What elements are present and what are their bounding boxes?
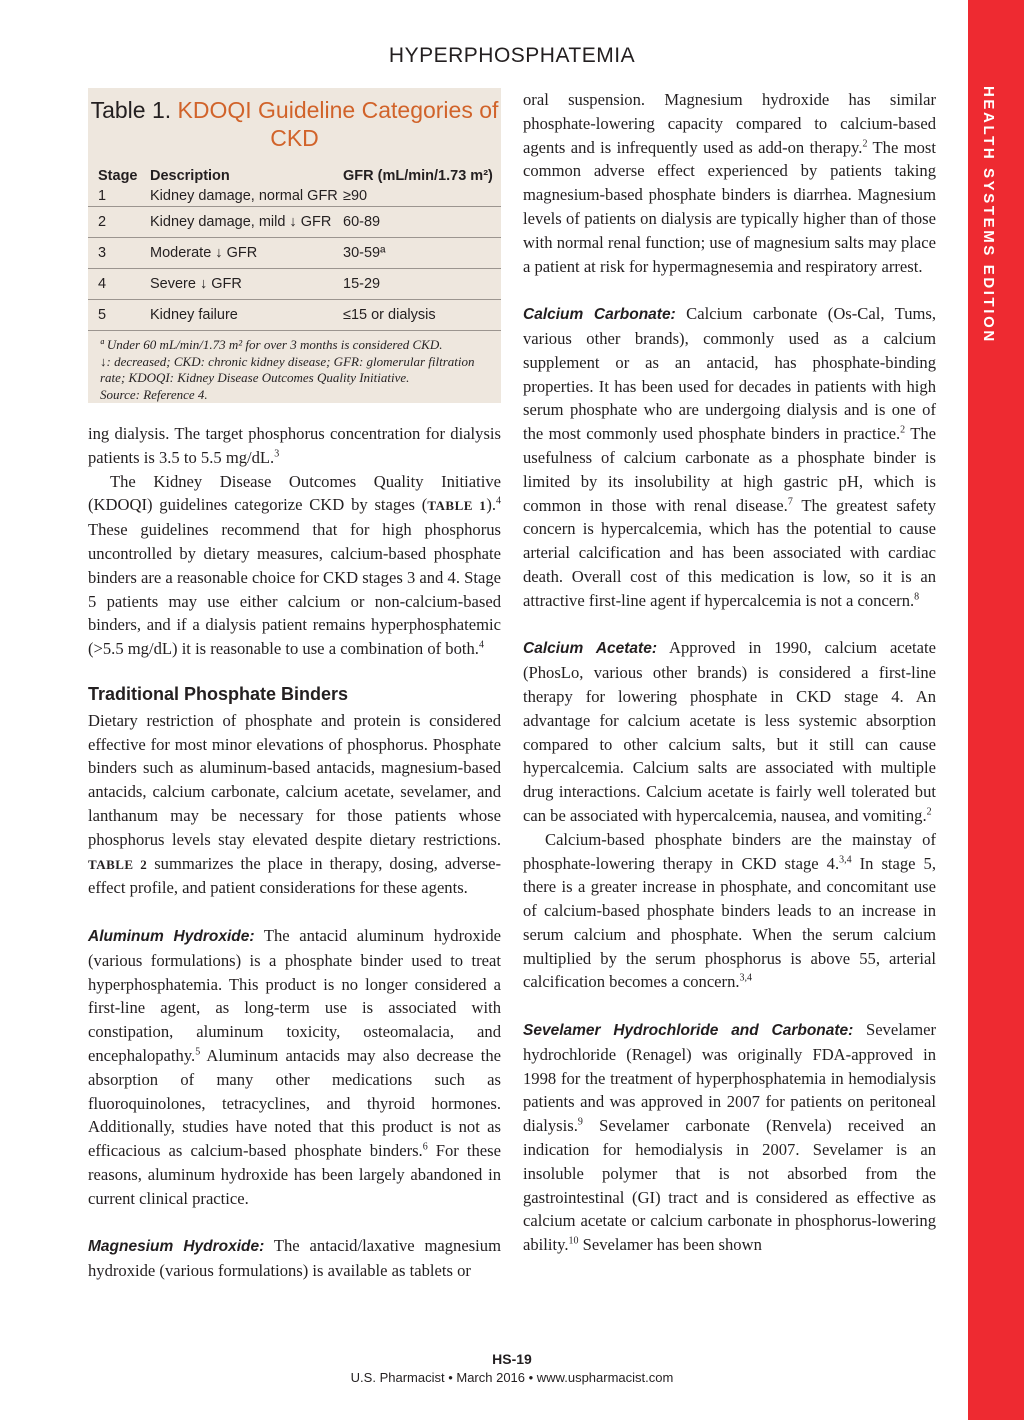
cell-description: Severe ↓ GFR xyxy=(150,276,242,292)
col-header-stage: Stage xyxy=(98,168,138,184)
subheading: Sevelamer Hydrochloride and Carbonate: xyxy=(523,1022,854,1040)
table-footnotes xyxy=(88,331,501,403)
table-row xyxy=(88,300,501,331)
col-header-gfr: GFR (mL/min/1.73 m²) xyxy=(343,168,493,184)
paragraph: Calcium-based phosphate binders are the mainstay of phosphate-lowering therapy in CKD stage 4.$^{3,4}$ In stage 5, there is a greater increase in phosphate, and concomitant use of calcium-based phosphate binders leads to an increase in serum calcium and phosphate. When the serum calcium multiplied by the serum phosphorus is above 55, arterial calcification becomes a concern.$^{3,4}$ xyxy=(523,829,936,992)
table-row xyxy=(88,238,501,269)
footnote-a: ª Under 60 mL/min/1.73 m² for over 3 months is considered CKD. xyxy=(100,337,443,352)
subheading: Magnesium Hydroxide: xyxy=(88,1238,265,1256)
right-column xyxy=(523,88,936,1257)
page-number: HS-19 xyxy=(492,1351,532,1367)
cell-description: Kidney damage, normal GFR xyxy=(150,188,338,204)
table-number: Table 1. xyxy=(90,97,178,123)
table-row xyxy=(88,269,501,300)
cell-stage: 5 xyxy=(98,307,107,323)
col-header-description: Description xyxy=(150,168,230,184)
subheading: Calcium Carbonate: xyxy=(523,306,676,324)
table-caption: KDOQI Guideline Categories of CKD xyxy=(177,97,499,151)
cell-stage: 4 xyxy=(98,276,107,292)
cell-gfr: ≤15 or dialysis xyxy=(343,307,436,323)
table-reference: TABLE 1 xyxy=(427,498,487,514)
table-1 xyxy=(88,88,501,403)
left-column xyxy=(88,422,501,1283)
side-tab-label: HEALTH SYSTEMS EDITION xyxy=(980,86,997,344)
running-head: HYPERPHOSPHATEMIA xyxy=(388,44,636,67)
cell-description: Kidney damage, mild ↓ GFR xyxy=(150,214,332,230)
cell-stage: 3 xyxy=(98,245,107,261)
table-body xyxy=(88,166,501,331)
paragraph-magnesium-hydroxide: Magnesium Hydroxide: The antacid/laxative magnesium hydroxide (various formulations) is available as tablets or xyxy=(88,1236,501,1281)
footer-citation: U.S. Pharmacist • March 2016 • www.uspharmacist.com xyxy=(350,1370,674,1385)
paragraph-sevelamer: Sevelamer Hydrochloride and Carbonate: Sevelamer hydrochloride (Renagel) was originally FDA-approved in 1998 for the treatment of hyperphosphatemia in hemodialysis patients and was approved in 2007 for patients on peritoneal dialysis.$^9$ Sevelamer carbonate (Renvela) received an indication for hemodialysis in 2007. Sevelamer is an insoluble polymer that is not absorbed from the gastrointestinal (GI) tract and is considered as effective as calcium acetate or calcium carbonate in phosphorus-lowering ability.$^{10}$ Sevelamer has been shown xyxy=(523,1020,936,1255)
cell-gfr: 15-29 xyxy=(343,276,381,292)
table-header-row xyxy=(88,166,501,186)
table-source: Source: Reference 4. xyxy=(100,386,208,402)
paragraph: The Kidney Disease Outcomes Quality Initiative (KDOQI) guidelines categorize CKD by stages (TABLE 1).$^4$ These guidelines recommend that for high phosphorus uncontrolled by dietary measures, calcium-based phosphate binders are a reasonable choice for CKD stages 3 and 4. Stage 5 patients may use either calcium or non-calcium-based binders, and if a dialysis patient remains hyperphosphatemic (>5.5 mg/dL) it is reasonable to use a combination of both.$^4$ xyxy=(88,471,501,659)
table-reference: TABLE 2 xyxy=(88,856,148,872)
cell-description: Moderate ↓ GFR xyxy=(150,245,258,261)
table-title xyxy=(88,96,501,152)
side-tab xyxy=(968,0,1024,1420)
subheading: Aluminum Hydroxide: xyxy=(88,927,255,945)
cell-gfr: 60-89 xyxy=(343,214,381,230)
paragraph-aluminum-hydroxide: Aluminum Hydroxide: The antacid aluminum hydroxide (various formulations) is a phosphate binder used to treat hyperphosphatemia. This product is no longer considered a first-line agent, as long-term use is associated with constipation, aluminum toxicity, osteomalacia, and encephalopathy.$^5$ Aluminum antacids may also decrease the absorption of many other medications such as fluoroquinolones, tetracyclines, and thyroid hormones. Additionally, studies have noted that this product is not as efficacious as calcium-based phosphate binders.$^6$ For these reasons, aluminum hydroxide has been largely abandoned in current clinical practice. xyxy=(88,925,501,1208)
paragraph-calcium-carbonate: Calcium Carbonate: Calcium carbonate (Os-Cal, Tums, various other brands), commonly used as a calcium supplement or as an antacid, has phosphate-binding properties. It has been used for decades in patients with high serum phosphate who are undergoing dialysis and is one of the most commonly used phosphate binders in practice.$^2$ The usefulness of calcium carbonate as a phosphate binder is limited by its insolubility at high gastric pH, which is common in those with renal disease.$^7$ The greatest safety concern is hypercalcemia, which has the potential to cause arterial calcification and has been associated with cardiac death. Overall cost of this medication is low, so it is an attractive first-line agent if hypercalcemia is not a concern.$^8$ xyxy=(523,304,936,610)
paragraph: Dietary restriction of phosphate and protein is considered effective for most minor elevations of phosphorus. Phosphate binders such as aluminum-based antacids, magnesium-based antacids, calcium carbonate, calcium acetate, sevelamer, and lanthanum may be necessary for those patients whose phosphorus levels stay elevated despite dietary restrictions. TABLE 2 summarizes the place in therapy, dosing, adverse-effect profile, and patient considerations for these agents. xyxy=(88,710,501,898)
paragraph-calcium-acetate: Calcium Acetate: Approved in 1990, calcium acetate (PhosLo, various other brands) is considered a first-line therapy for lowering phosphate in CKD stage 4. An advantage for calcium acetate is less systemic absorption compared to other calcium salts, but it still can cause hypercalcemia. Calcium salts are associated with multiple drug interactions. Calcium acetate is fairly well tolerated but can be associated with hypercalcemia, nausea, and vomiting.$^2$ xyxy=(523,638,936,825)
table-row xyxy=(88,207,501,238)
cell-stage: 1 xyxy=(98,188,107,204)
section-heading: Traditional Phosphate Binders xyxy=(88,683,349,704)
cell-gfr: ≥90 xyxy=(343,188,368,204)
cell-stage: 2 xyxy=(98,214,107,230)
cell-description: Kidney failure xyxy=(150,307,238,323)
table-row xyxy=(88,186,501,207)
subheading: Calcium Acetate: xyxy=(523,640,657,658)
footnote-abbreviations: ↓: decreased; CKD: chronic kidney disease; GFR: glomerular filtration rate; KDOQI: Kidney Disease Outcomes Quality Initiative. xyxy=(100,353,475,385)
cell-gfr: 30-59ª xyxy=(343,245,386,261)
paragraph: ing dialysis. The target phosphorus concentration for dialysis patients is 3.5 to 5.5 mg/dL.$^3$ xyxy=(88,424,501,467)
paragraph: oral suspension. Magnesium hydroxide has similar phosphate-lowering capacity compared to calcium-based agents and is infrequently used as add-on therapy.$^2$ The most common adverse effect experienced by patients taking magnesium-based phosphate binders is diarrhea. Magnesium levels of patients on dialysis are typically higher than of those with normal renal function; use of magnesium salts may place a patient at risk for hypermagnesemia and respiratory arrest. xyxy=(523,90,936,276)
